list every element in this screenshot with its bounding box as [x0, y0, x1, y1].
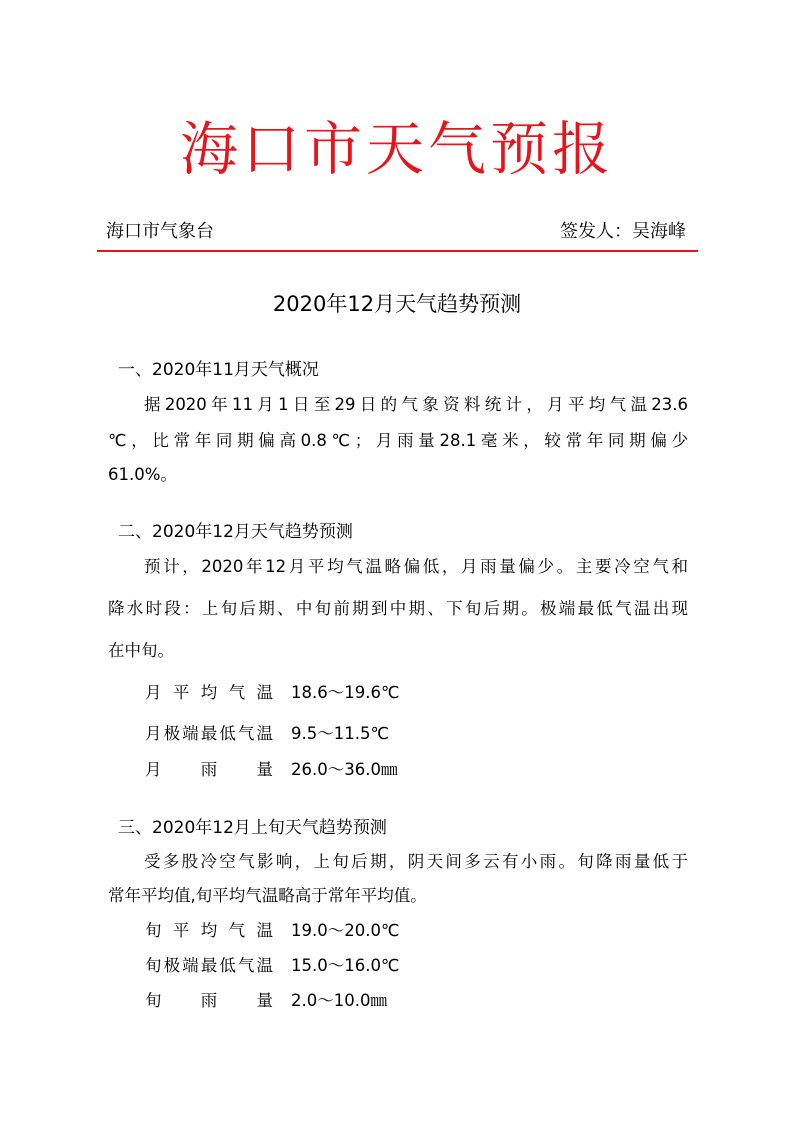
- document-title: 2020年12月天气趋势预测: [272, 292, 522, 316]
- paragraph-line: 预计，2020年12月平均气温略偏低，月雨量偏少。主要冷空气和: [144, 557, 688, 576]
- stat-label: 月极端最低气温: [145, 724, 273, 743]
- paragraph-line: 在中旬。: [108, 641, 174, 660]
- section-heading: 一、2020年11月天气概况: [118, 360, 319, 380]
- stat-label: 月雨量: [145, 760, 273, 779]
- stat-value: 18.6～19.6℃: [291, 683, 400, 702]
- paragraph-line: ℃，比常年同期偏高0.8℃；月雨量28.1毫米，较常年同期偏少: [108, 431, 688, 450]
- stat-value: 26.0～36.0㎜: [291, 760, 398, 779]
- stat-value: 9.5～11.5℃: [291, 724, 390, 743]
- stat-label: 旬平均气温: [145, 921, 273, 940]
- section-heading: 二、2020年12月天气趋势预测: [118, 522, 353, 542]
- stat-value: 2.0～10.0㎜: [291, 991, 387, 1010]
- header-divider: [97, 250, 698, 252]
- paragraph-line: 常年平均值,旬平均气温略高于常年平均值。: [108, 886, 427, 905]
- signer-name: 签发人：吴海峰: [560, 221, 686, 242]
- paragraph-line: 受多股冷空气影响，上旬后期，阴天间多云有小雨。旬降雨量低于: [144, 852, 688, 871]
- paragraph-line: 据2020年11月1日至29日的气象资料统计，月平均气温23.6: [144, 395, 688, 414]
- paragraph-line: 61.0%。: [108, 465, 177, 484]
- paragraph-line: 降水时段：上旬后期、中旬前期到中期、下旬后期。极端最低气温出现: [108, 599, 688, 618]
- document-main-title: 海口市天气预报: [179, 115, 614, 183]
- stat-label: 月平均气温: [145, 683, 273, 702]
- section-heading: 三、2020年12月上旬天气趋势预测: [118, 818, 387, 838]
- stat-value: 15.0～16.0℃: [291, 956, 400, 975]
- issuer-name: 海口市气象台: [106, 221, 214, 242]
- stat-value: 19.0～20.0℃: [291, 921, 400, 940]
- stat-label: 旬雨量: [145, 991, 273, 1010]
- stat-label: 旬极端最低气温: [145, 956, 273, 975]
